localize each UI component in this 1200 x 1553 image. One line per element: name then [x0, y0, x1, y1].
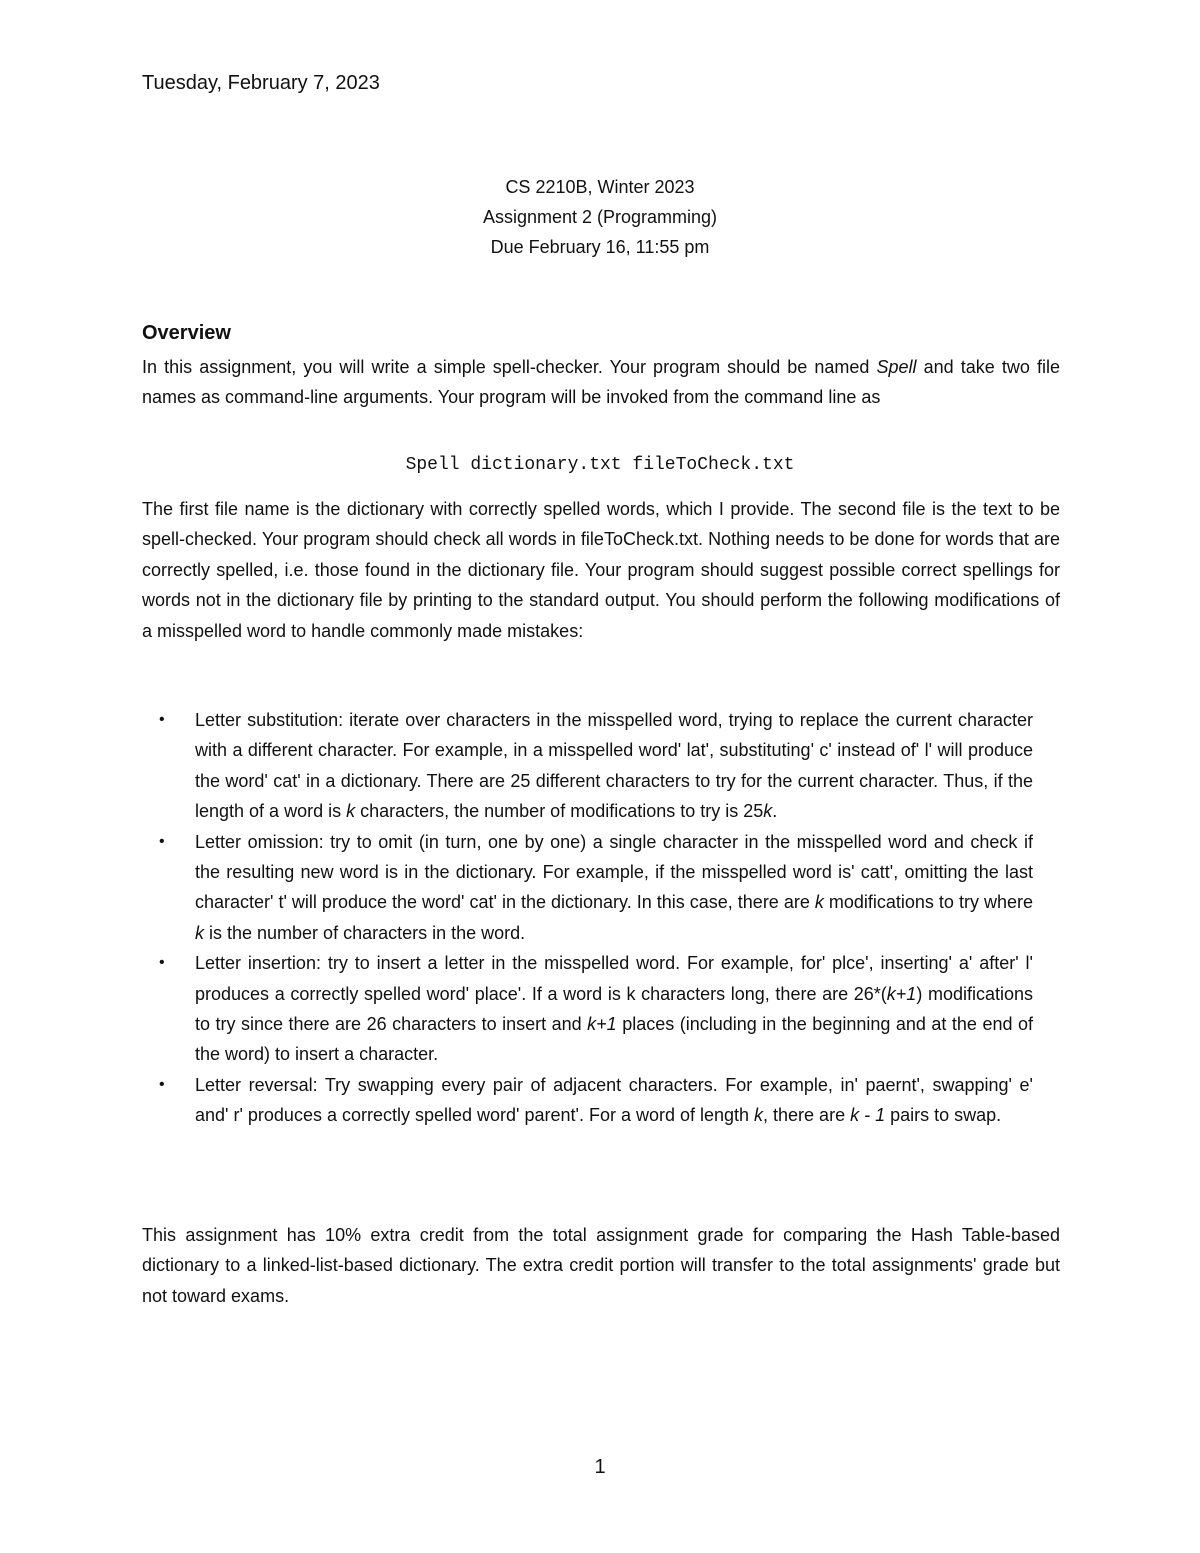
omission-text-a: Letter omission: try to omit (in turn, one by one) a single character in the misspelled word and check if the resulting new word is in the dictionary. For example, if the misspelled word is' catt', omitting the last character' t' will produce the word' cat' in the dictionary. In this case, there are — [195, 831, 1033, 913]
omission-text-c: is the number of characters in the word. — [204, 922, 526, 943]
command-line-example: Spell dictionary.txt fileToCheck.txt — [405, 455, 795, 475]
variable-k: k — [195, 922, 204, 943]
list-item-substitution — [159, 705, 1033, 827]
bullet-icon: • — [159, 954, 165, 972]
variable-k: k — [754, 1105, 764, 1126]
insertion-text-b: ) modifications to try since there are 26 characters to insert and — [195, 983, 1033, 1035]
program-name: Spell — [876, 357, 917, 377]
insertion-text-a: Letter insertion: try to insert a letter in the misspelled word. For example, for' plce', inserting' a' after' l' produces a correctly spelled word' place'. If a word is k characters long, there are 26*( — [195, 953, 1033, 1004]
title-block — [0, 172, 1200, 262]
variable-k-plus-1: k+1 — [587, 1014, 617, 1035]
modification-list — [159, 705, 1033, 1131]
substitution-text-c: . — [772, 801, 778, 822]
extra-credit-paragraph: This assignment has 10% extra credit from the total assignment grade for comparing the Hash Table-based dictionary to a linked-list-based dictionary. The extra credit portion will transfer to the total assignments' grade but not toward exams. — [142, 1225, 1060, 1306]
intro-paragraph — [142, 352, 1060, 413]
bullet-icon: • — [159, 711, 165, 728]
variable-k-plus-1: k+1 — [886, 983, 917, 1004]
omission-text-b: modifications to try where — [823, 892, 1033, 913]
variable-k-minus-1: k - 1 — [850, 1105, 886, 1126]
list-item-insertion — [159, 948, 1033, 1070]
intro-text-start: In this assignment, you will write a simple spell-checker. Your program should be named — [142, 357, 877, 377]
overview-heading: Overview — [142, 322, 231, 344]
variable-k: k — [814, 892, 824, 913]
bullet-icon: • — [159, 832, 165, 850]
course-title: CS 2210B, Winter 2023 — [505, 177, 695, 197]
substitution-text-b: characters, the number of modifications to try is 25 — [355, 801, 764, 822]
intro-text-end: and take two file names as command-line arguments. Your program will be invoked from the command line as — [142, 357, 1060, 408]
reversal-text-b: , there are — [763, 1105, 851, 1126]
reversal-text-c: pairs to swap. — [885, 1105, 1002, 1126]
reversal-text-a: Letter reversal: Try swapping every pair of adjacent characters. For example, in' paernt', swapping' e' and' r' produces a correctly spelled word' parent'. For a word of length — [195, 1074, 1033, 1126]
bullet-icon: • — [159, 1075, 165, 1093]
list-item-reversal — [159, 1070, 1033, 1131]
document-date: Tuesday, February 7, 2023 — [142, 72, 380, 94]
substitution-text-a: Letter substitution: iterate over characters in the misspelled word, trying to replace the current character with a different character. For example, in a misspelled word' lat', substituting' c' instead of' l' will produce the word' cat' in a dictionary. There are 25 different characters to try for the current character. Thus, if the length of a word is — [195, 710, 1033, 822]
page-number: 1 — [594, 1456, 606, 1478]
description-paragraph: The first file name is the dictionary with correctly spelled words, which I provide. The second file is the text to be spell-checked. Your program should check all words in fileToCheck.txt. Nothing needs to be done for words that are correctly spelled, i.e. those found in the dictionary file. Your program should suggest possible correct spellings for words not in the dictionary file by printing to the standard output. You should perform the following modifications of a misspelled word to handle commonly made mistakes: — [142, 499, 1060, 641]
due-date: Due February 16, 11:55 pm — [490, 237, 710, 257]
assignment-title: Assignment 2 (Programming) — [482, 207, 718, 227]
list-item-omission — [159, 827, 1033, 949]
variable-k: k — [763, 801, 773, 822]
variable-k: k — [346, 801, 356, 822]
insertion-text-c: places (including in the beginning and at the end of the word) to insert a character. — [195, 1014, 1033, 1065]
